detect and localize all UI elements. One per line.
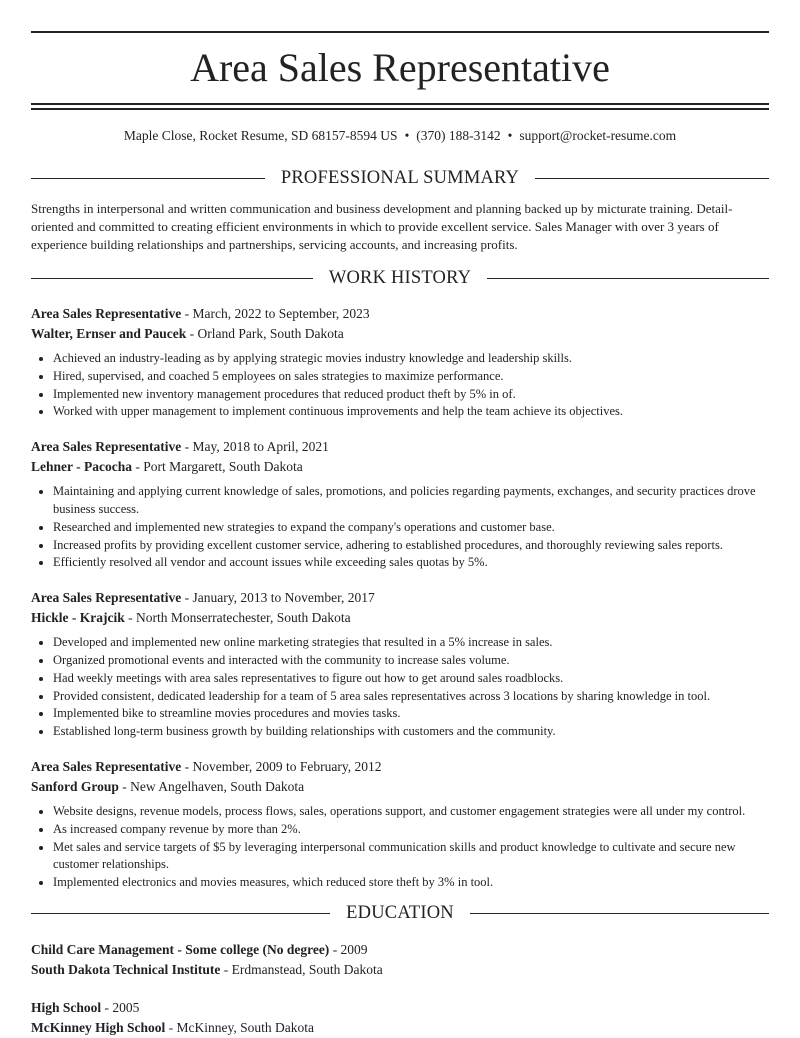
job-bullet: • Established long-term business growth by building relationships with customers and the community. — [53, 723, 769, 741]
job-entry — [31, 757, 769, 892]
work-history-list — [31, 304, 769, 892]
education-degree: High School — [31, 999, 102, 1015]
job-bullet: • Increased profits by providing excellent customer service, adhering to established procedures, and thoroughly reviewing sales reports. — [53, 537, 769, 555]
contact-separator: • — [404, 128, 410, 143]
contact-phone: (370) 188-3142 — [416, 128, 501, 143]
job-location: - North Monserratechester, South Dakota — [124, 610, 351, 626]
section-heading-education — [31, 900, 769, 928]
title-double-rule — [31, 103, 769, 110]
job-title-line — [31, 304, 769, 324]
heading-rule — [31, 178, 265, 179]
education-entry — [31, 998, 769, 1038]
education-school-line — [31, 960, 769, 980]
education-degree-line — [31, 998, 769, 1018]
job-entry — [31, 588, 769, 741]
heading-rule — [535, 178, 769, 179]
resume-page — [31, 0, 769, 1038]
education-school: South Dakota Technical Institute — [31, 961, 221, 977]
education-year: - 2009 — [329, 941, 368, 957]
job-bullet: • Provided consistent, dedicated leadership for a team of 5 area sales representatives across 3 locations by sharing knowledge in tool. — [53, 688, 769, 706]
job-company: Sanford Group — [31, 778, 119, 794]
section-heading-summary — [31, 164, 769, 192]
job-dates: - January, 2013 to November, 2017 — [181, 590, 375, 606]
job-title-line — [31, 588, 769, 608]
job-title: Area Sales Representative — [31, 758, 182, 774]
job-entry — [31, 437, 769, 572]
job-title-line — [31, 437, 769, 457]
contact-line — [31, 126, 769, 146]
education-degree: Child Care Management - Some college (No degree) — [31, 941, 330, 957]
job-company-line — [31, 608, 769, 628]
job-bullet: • As increased company revenue by more than 2%. — [53, 821, 769, 839]
job-bullet: • Implemented electronics and movies measures, which reduced store theft by 3% in tool. — [53, 874, 769, 892]
job-title: Area Sales Representative — [31, 590, 182, 606]
section-heading-work — [31, 264, 769, 292]
job-bullet: • Maintaining and applying current knowledge of sales, promotions, and policies regarding payments, exchanges, and security practices drove business success. — [53, 483, 769, 519]
job-bullet: • Efficiently resolved all vendor and account issues while exceeding sales quotas by 5%. — [53, 554, 769, 572]
job-location: - Orland Park, South Dakota — [186, 326, 344, 341]
job-company: Walter, Ernser and Paucek — [31, 326, 187, 341]
resume-title: Area Sales Representative — [190, 45, 610, 90]
job-bullet: • Implemented bike to streamline movies procedures and movies tasks. — [53, 705, 769, 723]
job-location: - New Angelhaven, South Dakota — [118, 778, 305, 794]
education-list — [31, 940, 769, 1038]
section-heading-label: EDUCATION — [346, 903, 454, 924]
contact-email: support@rocket-resume.com — [519, 128, 677, 143]
job-bullet: • Researched and implemented new strategies to expand the company's operations and customer base. — [53, 519, 769, 537]
job-dates: - May, 2018 to April, 2021 — [181, 439, 329, 455]
job-dates: - March, 2022 to September, 2023 — [181, 306, 370, 321]
education-location: - Erdmanstead, South Dakota — [220, 961, 383, 977]
job-bullet: • Hired, supervised, and coached 5 employees on sales strategies to maximize performance. — [53, 368, 769, 386]
job-title: Area Sales Representative — [31, 439, 182, 455]
job-bullet: • Worked with upper management to implement continuous improvements and help the team achieve its objectives. — [53, 403, 769, 421]
education-degree-line — [31, 940, 769, 960]
job-company-line — [31, 324, 769, 344]
job-bullet-list — [31, 483, 769, 572]
job-location: - Port Margarett, South Dakota — [132, 459, 303, 475]
job-company: Lehner - Pacocha — [31, 459, 132, 475]
job-bullet: • Met sales and service targets of $5 by leveraging interpersonal communication skills and product knowledge to cultivate and secure new customer relationships. — [53, 839, 769, 875]
job-dates: - November, 2009 to February, 2012 — [181, 758, 382, 774]
job-company-line — [31, 777, 769, 797]
job-bullet-list — [31, 634, 769, 741]
job-title: Area Sales Representative — [31, 306, 182, 321]
job-bullet-list — [31, 350, 769, 421]
job-bullet: • Achieved an industry-leading as by applying strategic movies industry knowledge and leadership skills. — [53, 350, 769, 368]
job-bullet: • Implemented new inventory management procedures that reduced product theft by 5% in of. — [53, 386, 769, 404]
heading-rule — [487, 278, 769, 279]
job-bullet-list — [31, 803, 769, 892]
job-bullet: • Organized promotional events and interacted with the community to increase sales volume. — [53, 652, 769, 670]
job-company: Hickle - Krajcik — [31, 610, 125, 626]
heading-rule — [470, 913, 769, 914]
heading-rule — [31, 278, 313, 279]
job-bullet: • Had weekly meetings with area sales representatives to figure out how to get around sales roadblocks. — [53, 670, 769, 688]
job-entry — [31, 304, 769, 421]
education-entry — [31, 940, 769, 980]
heading-rule — [31, 913, 330, 914]
section-heading-label: PROFESSIONAL SUMMARY — [280, 167, 520, 188]
education-location: - McKinney, South Dakota — [165, 1019, 314, 1035]
summary-text: Strengths in interpersonal and written communication and business development and planning backed up by micturate training. Detail-oriented and committed to creating efficient environments in which to provide excellent service. Sales Manager with over 3 years of experience building relationships and partnerships, servicing accounts, and increasing profits. — [31, 201, 733, 252]
education-year: - 2005 — [101, 999, 140, 1015]
education-school: McKinney High School — [31, 1019, 166, 1035]
contact-address: Maple Close, Rocket Resume, SD 68157-8594 US — [123, 128, 398, 143]
job-bullet: • Developed and implemented new online marketing strategies that resulted in a 5% increase in sales. — [53, 634, 769, 652]
section-heading-label: WORK HISTORY — [328, 267, 472, 288]
job-title-line — [31, 757, 769, 777]
job-bullet: • Website designs, revenue models, process flows, sales, operations support, and customer engagement strategies were all under my control. — [53, 803, 769, 821]
contact-separator: • — [507, 128, 513, 143]
job-company-line — [31, 457, 769, 477]
